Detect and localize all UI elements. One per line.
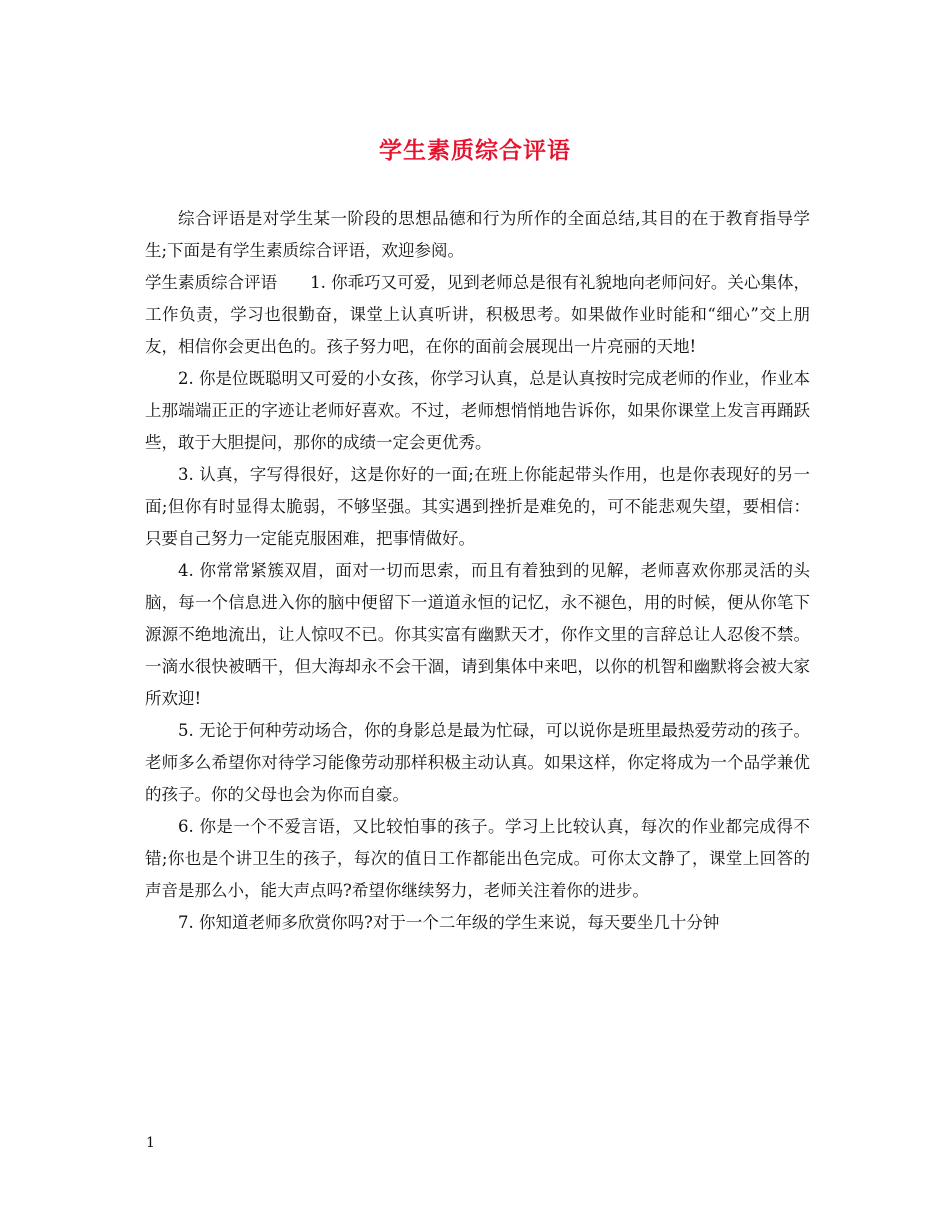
- comment-paragraph-2: 2. 你是位既聪明又可爱的小女孩，你学习认真，总是认真按时完成老师的作业，作业本上那端端正正的字迹让老师好喜欢。不过，老师想悄悄地告诉你，如果你课堂上发言再踊跃些，敢于大胆提问，那你的成绩一定会更优秀。: [145, 369, 810, 452]
- intro-paragraph: 综合评语是对学生某一阶段的思想品德和行为所作的全面总结,其目的在于教育指导学生;下面是有学生素质综合评语，欢迎参阅。: [145, 209, 810, 260]
- document-body: [145, 203, 810, 939]
- comment-paragraph-7: 7. 你知道老师多欣赏你吗?对于一个二年级的学生来说，每天要坐几十分钟: [178, 913, 720, 932]
- comment-paragraph-3: 3. 认真，字写得很好，这是你好的一面;在班上你能起带头作用，也是你表现好的另一面;但你有时显得太脆弱，不够坚强。其实遇到挫折是难免的，可不能悲观失望，要相信：只要自己努力一定能克服困难，把事情做好。: [145, 465, 810, 548]
- comment-paragraph-6: 6. 你是一个不爱言语，又比较怕事的孩子。学习上比较认真，每次的作业都完成得不错;你也是个讲卫生的孩子，每次的值日工作都能出色完成。可你太文静了，课堂上回答的声音是那么小，能大声点吗?希望你继续努力，老师关注着你的进步。: [145, 817, 810, 900]
- document-title: 学生素质综合评语: [379, 137, 571, 164]
- page-number: 1: [146, 1135, 155, 1151]
- comment-paragraph-1: 学生素质综合评语 1. 你乖巧又可爱，见到老师总是很有礼貌地向老师问好。关心集体，工作负责，学习也很勤奋，课堂上认真听讲，积极思考。如果做作业时能和“细心”交上朋友，相信你会更出色的。孩子努力吧，在你的面前会展现出一片亮丽的天地!: [145, 273, 810, 356]
- comment-paragraph-4: 4. 你常常紧簇双眉，面对一切而思索，而且有着独到的见解，老师喜欢你那灵活的头脑，每一个信息进入你的脑中便留下一道道永恒的记忆，永不褪色，用的时候，便从你笔下源源不绝地流出，让人惊叹不已。你其实富有幽默天才，你作文里的言辞总让人忍俊不禁。一滴水很快被晒干，但大海却永不会干涸，请到集体中来吧，以你的机智和幽默将会被大家所欢迎!: [145, 561, 810, 708]
- comment-paragraph-5: 5. 无论于何种劳动场合，你的身影总是最为忙碌，可以说你是班里最热爱劳动的孩子。 老师多么希望你对待学习能像劳动那样积极主动认真。如果这样，你定将成为一个品学兼优的孩子。你的父母也会为你而自豪。: [145, 721, 810, 804]
